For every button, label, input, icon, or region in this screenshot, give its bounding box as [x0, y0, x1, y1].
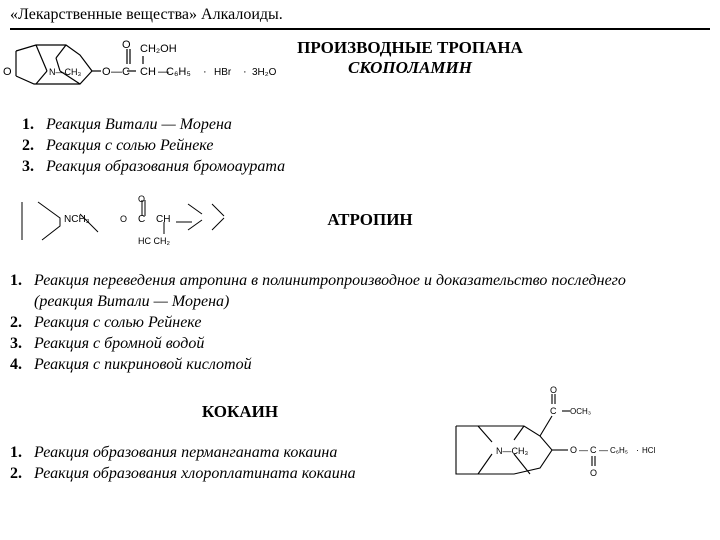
list-item: 1. Реакция Витали — Морена	[22, 116, 232, 133]
scopolamine-ch2oh: CH₂OH	[140, 43, 177, 55]
scopolamine-reaction-list	[22, 114, 442, 177]
atropine-n-group: NCH₃	[64, 214, 90, 225]
cocaine-structure	[452, 382, 672, 482]
atropine-ch: CH	[156, 214, 171, 225]
page-header: «Лекарственные вещества» Алкалоиды.	[10, 6, 283, 23]
scopolamine-dot-1: ·	[203, 66, 207, 78]
scopolamine-dot-2: ·	[243, 66, 247, 78]
cocaine-dot: ·	[636, 445, 639, 455]
scopolamine-o-link: O	[102, 66, 111, 78]
atropine-reaction-list	[10, 270, 650, 375]
cocaine-hcl: HCl	[642, 446, 656, 455]
scopolamine-dash-2: —	[158, 66, 169, 78]
cocaine-bottom-o: O	[590, 468, 598, 478]
scopolamine-ch: CH	[140, 66, 156, 78]
list-item: 1. Реакция образования перманганата кокаина	[10, 444, 338, 461]
atropine-ch2: HC CH₂	[138, 236, 170, 246]
cocaine-dash-2: —	[599, 445, 608, 455]
cocaine-ester-c: C	[590, 445, 597, 455]
list-item: 2. Реакция с солью Рейнеке	[22, 137, 214, 154]
scopolamine-hbr: HBr	[214, 67, 232, 78]
cocaine-o-link: O	[570, 445, 578, 455]
scopolamine-carbonyl-o: O	[122, 39, 131, 51]
atropine-carbonyl-o: O	[138, 194, 146, 204]
list-item: 3. Реакция с бромной водой	[10, 335, 205, 352]
scopolamine-n-group: N—CH₃	[49, 67, 82, 77]
list-item: 3. Реакция образования бромоаурата	[22, 158, 286, 175]
list-item: 1. Реакция переведения атропина в полинитропроизводное и доказательство последнего (реакция Витали — Морена)	[10, 272, 626, 310]
header-divider	[10, 28, 710, 30]
scopolamine-water: 3H₂O	[252, 67, 277, 78]
scopolamine-structure	[0, 38, 300, 90]
cocaine-n-group: N—CH₃	[496, 446, 529, 456]
list-item: 2. Реакция образования хлороплатината кокаина	[10, 465, 356, 482]
cocaine-top-o: O	[550, 385, 558, 395]
cocaine-title: КОКАИН	[201, 402, 279, 421]
scopolamine-title: СКОПОЛАМИН	[348, 58, 472, 77]
list-item: 2. Реакция с солью Рейнеке	[10, 314, 202, 331]
scopolamine-o-bridge: O	[3, 66, 12, 78]
atropine-structure	[18, 196, 238, 248]
scopolamine-dash-1: —	[111, 66, 122, 78]
cocaine-top-c: C	[550, 406, 557, 416]
atropine-title: АТРОПИН	[327, 210, 413, 229]
cocaine-och3: OCH₃	[570, 407, 592, 416]
cocaine-reaction-list	[10, 442, 450, 484]
cocaine-dash-1: —	[579, 445, 588, 455]
atropine-c: C	[138, 214, 146, 225]
cocaine-c6h5: C₆H₅	[610, 446, 629, 455]
tropane-section-title: ПРОИЗВОДНЫЕ ТРОПАНА	[297, 38, 523, 57]
scopolamine-c: C	[122, 66, 130, 78]
scopolamine-c6h5: C₆H₅	[166, 66, 191, 78]
list-item: 4. Реакция с пикриновой кислотой	[10, 356, 252, 373]
atropine-o-link: O	[120, 214, 128, 224]
